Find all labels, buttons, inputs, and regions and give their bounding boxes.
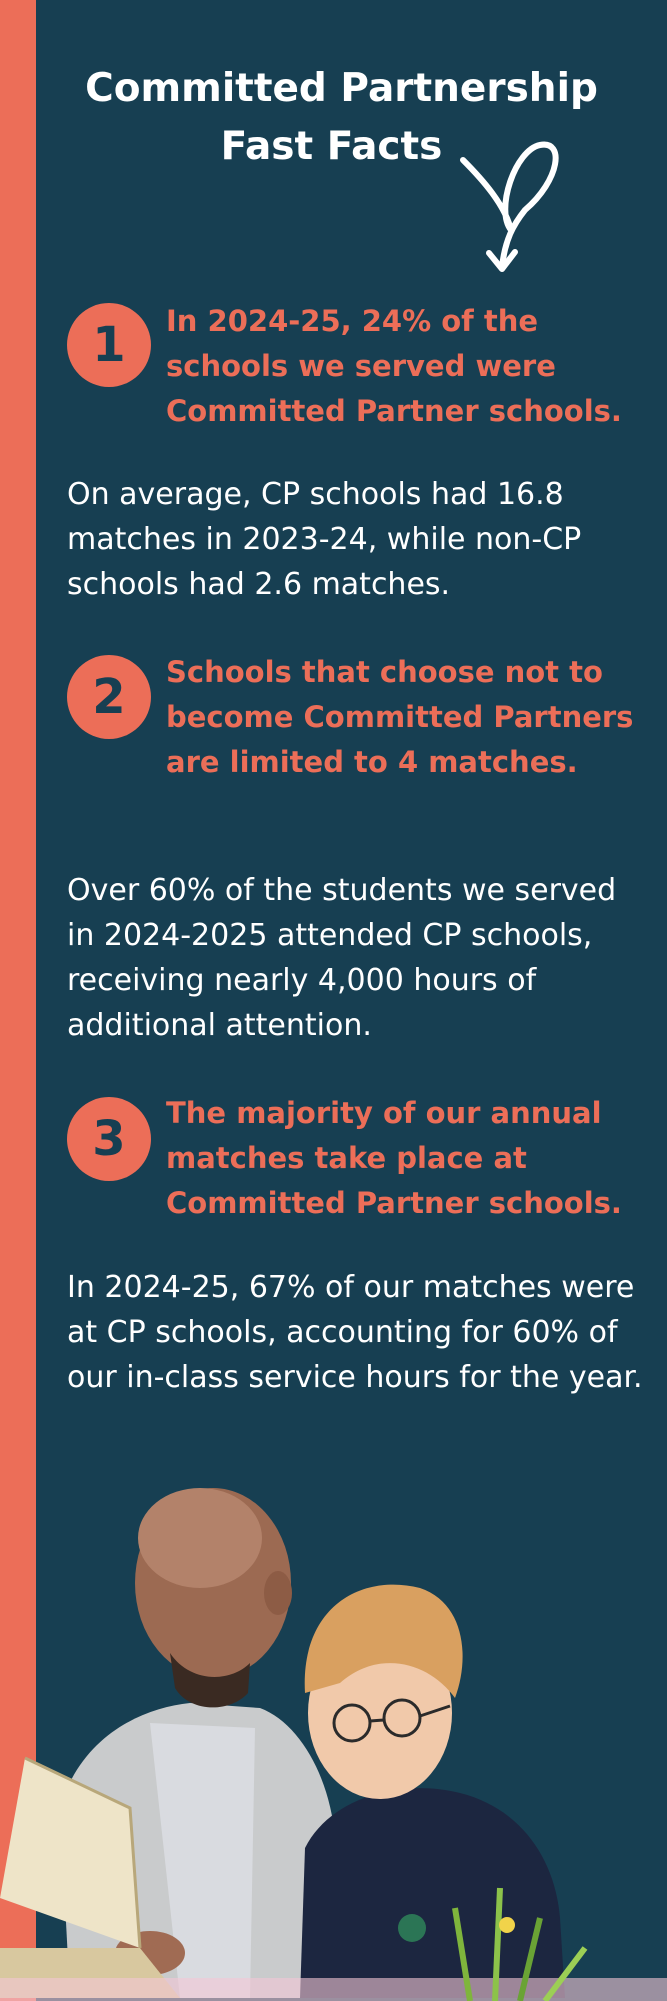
fact-number-badge: 1: [67, 303, 151, 387]
fact-headline: Schools that choose not to become Committed Partners are limited to 4 matches.: [166, 655, 634, 779]
fact-headline: In 2024-25, 24% of the schools we served were Committed Partner schools.: [166, 304, 622, 428]
fact-detail: On average, CP schools had 16.8 matches in 2023-24, while non-CP schools had 2.6 matches.: [67, 477, 582, 602]
page-title-line-1: Committed Partnership: [85, 66, 598, 111]
fact-detail: In 2024-25, 67% of our matches were at CP schools, accounting for 60% of our in-class service hours for the year.: [67, 1270, 643, 1395]
fact-headline: The majority of our annual matches take place at Committed Partner schools.: [166, 1096, 622, 1220]
curly-arrow-icon: [455, 130, 575, 280]
fact-detail: Over 60% of the students we served in 2024-2025 attended CP schools, receiving nearly 4,000 hours of additional attention.: [67, 873, 617, 1043]
page-title-line-2: Fast Facts: [220, 124, 443, 169]
tutor-and-student-photo: [0, 1478, 667, 2001]
fact-number-badge: 2: [67, 655, 151, 739]
fact-number-badge: 3: [67, 1097, 151, 1181]
